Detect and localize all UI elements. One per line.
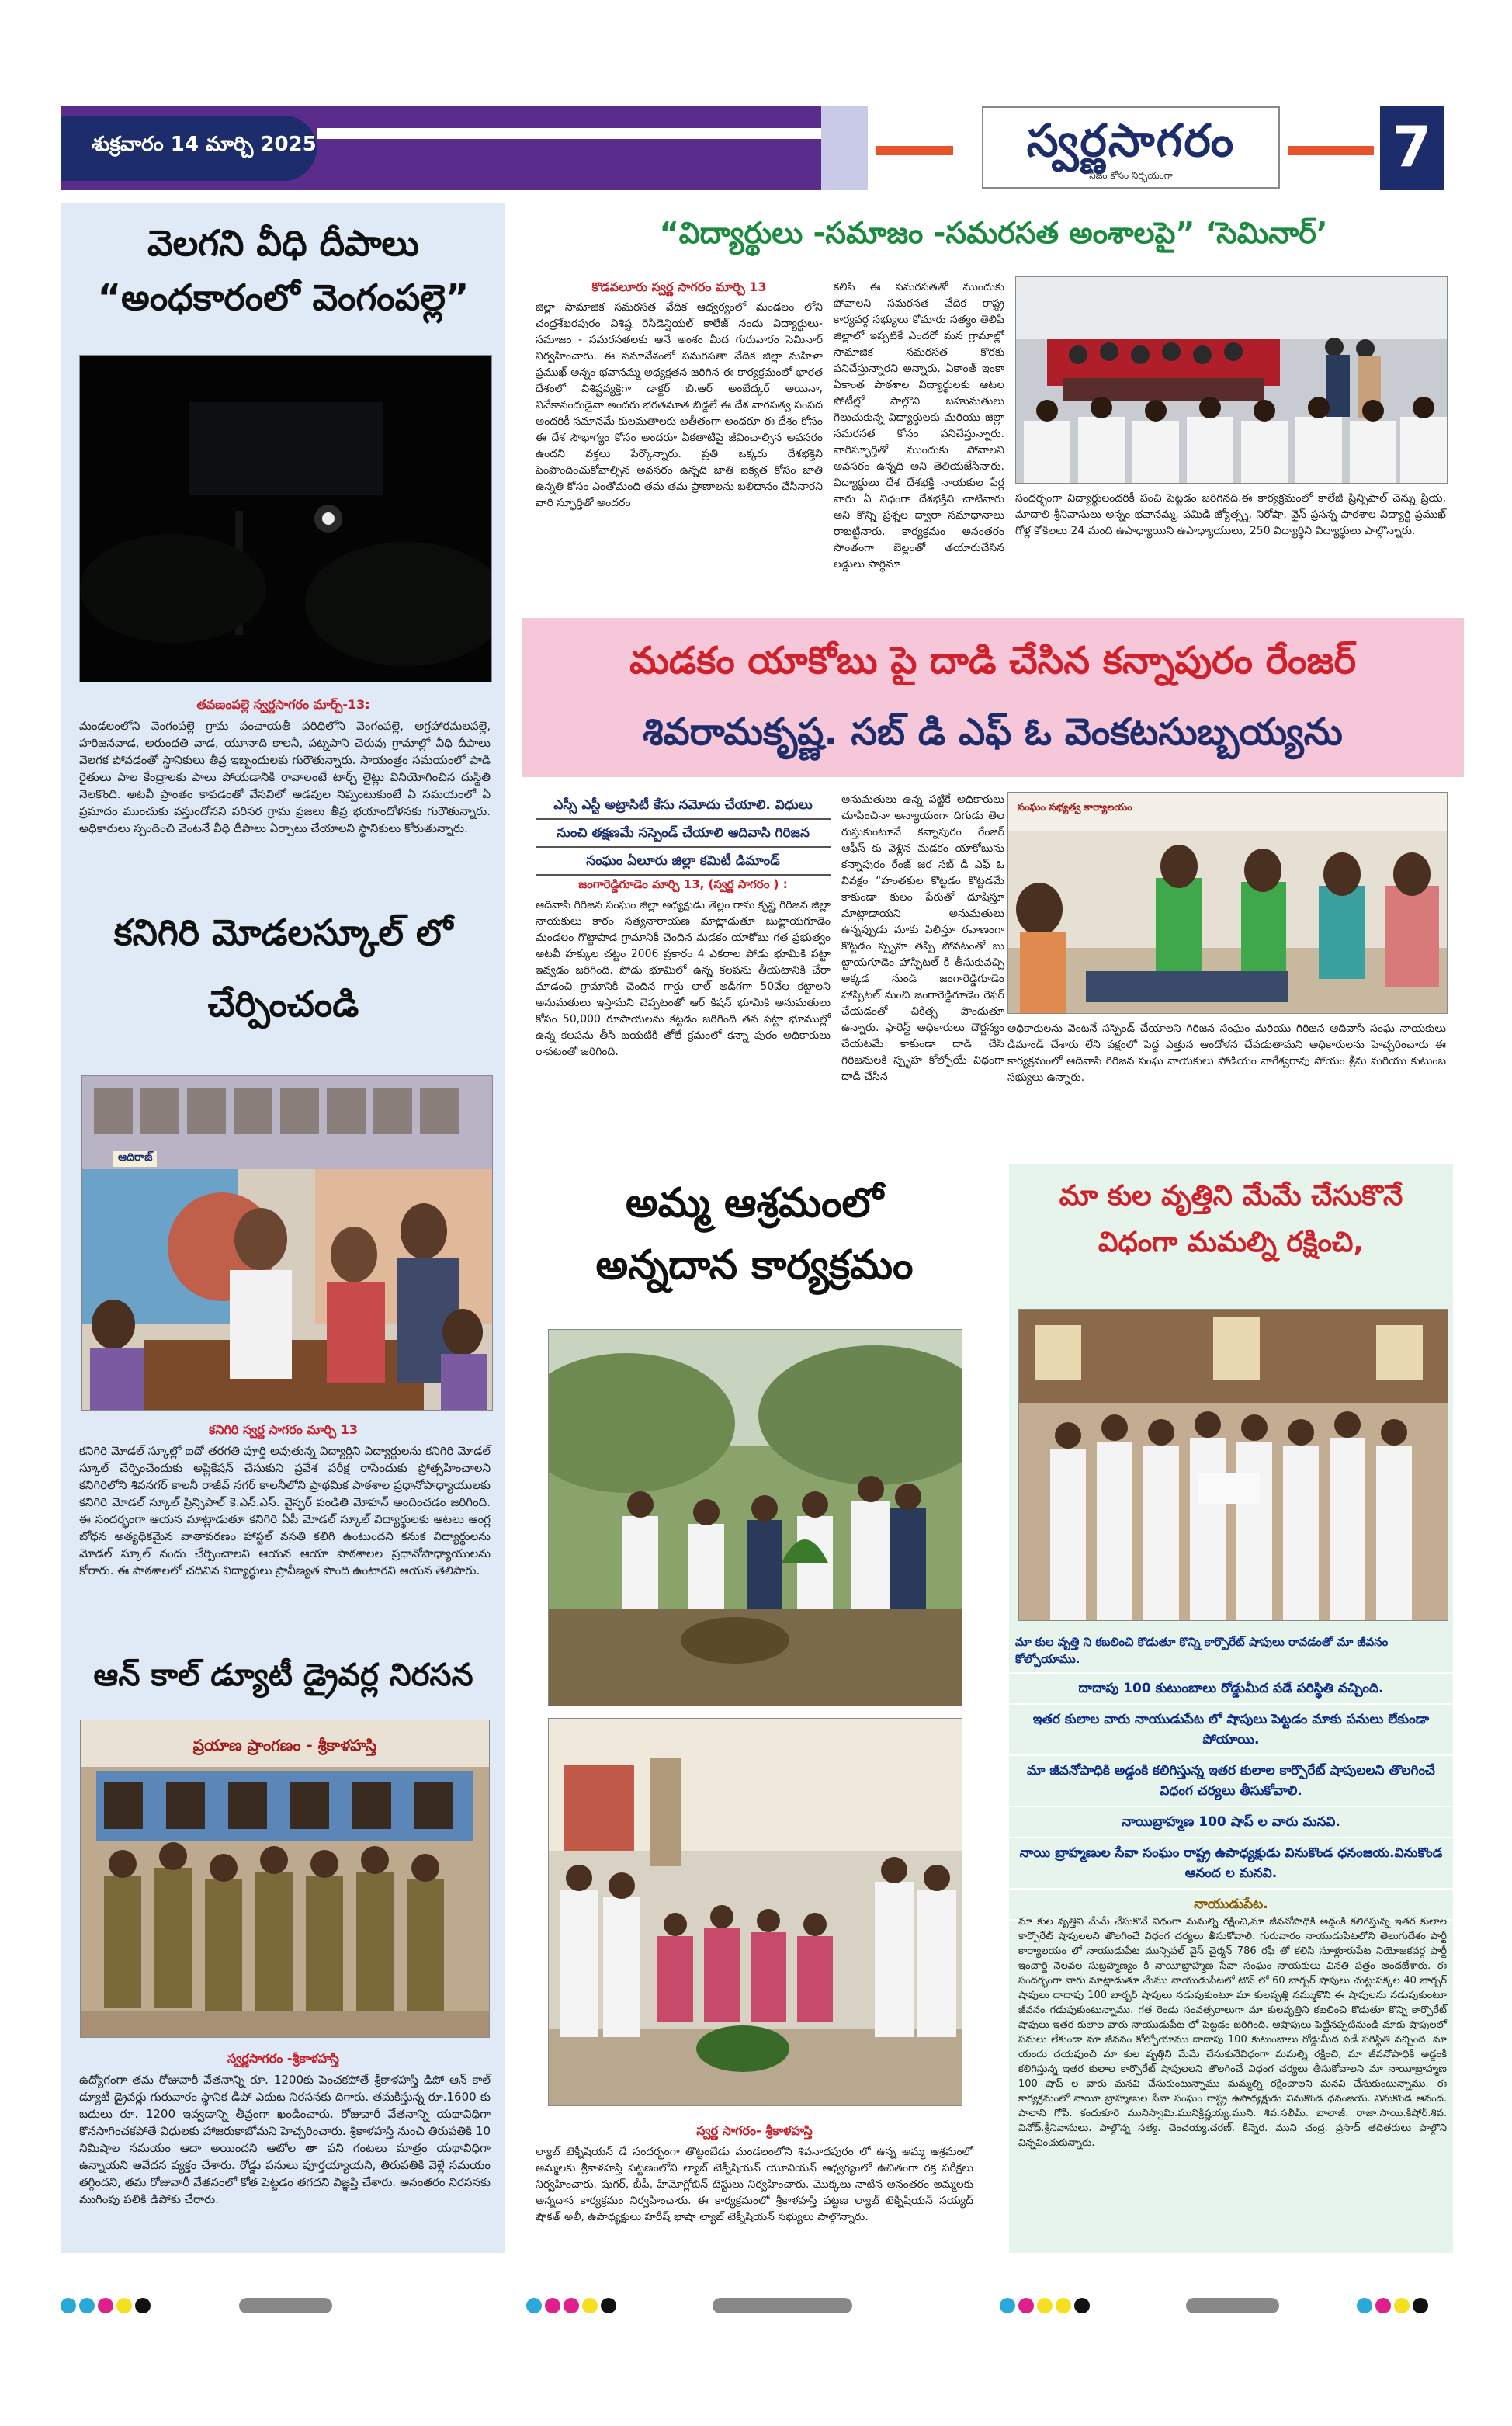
story2-dateline: కనిగిరి స్వర్ణ సాగరం మార్చి 13 <box>209 1422 358 1437</box>
school-handover-photo <box>82 1076 492 1410</box>
story1-headline-2: “అంధకారంలో వెంగంపల్లె” <box>97 276 470 318</box>
masthead-rule-left <box>876 146 953 155</box>
caste-photo <box>1018 1309 1448 1621</box>
page-number-box <box>1380 106 1444 190</box>
caste-bullet: దాదాపు 100 కుటుంబాలు రోడ్డుమీద పడే పరిస్థితి వచ్చింది. <box>1009 1674 1453 1705</box>
story2-body: కనిగిరి మోడల్ స్కూల్లో ఐదో తరగతి పూర్తి అవుతున్న విద్యార్థిని విద్యార్థులను కనిగిరి మోడల్ స్కూల్ చేర్పించేందుకు అప్లికేషన్ చేసుకుని ప్రవేశ పరీక్ష రాసేందుకు ప్రోత్సహించాలని కనిగిరిలోని శివనగర్ కాలనీ రాజీవ్ నగర్ కాలనీలోని ప్రాథమిక పాఠశాల ప్రధానోపాధ్యాయులకు కనిగిరి మోడల్ స్కూల్ ప్రిన్సిపాల్ కె.ఎన్.ఎస్. వైస్ఫర్ పండితి మోహన్ అందించడం జరిగింది. ఈ సందర్భంగా ఆయన మాట్లాడుతూ కనిగిరి ఏపీ మోడల్ స్కూల్ విద్యార్థులకు ఆటలు ఆంగ్ల బోధన అత్యధికమైన వాతావరణం హాస్టల్ వసతి కలిగి ఉంటుందని కనుక విద్యార్థులను మోడల్ స్కూల్ నందు చేర్పించాలని ఆయన ఆయా పాఠశాలల ప్రధానోపాధ్యాయులను కోరారు. ఈ పాఠశాలలో చదివిన విద్యార్థులు ప్రావీణ్యత పొంది ఉంటారని ఆయన తెలిపారు. <box>79 1444 491 1577</box>
attack-body-b: అనుమతులు ఉన్న పట్టికే అధికారులు చూపించినా అన్యాయంగా దిగుడు తెల రుస్తుకుంటూనే కన్నాపురం రేంజర్ ఆఫీస్ కు వెళ్లిన మడకం యాకోబును కన్నాపురం రేంజ్ జర సబ్ డి ఎఫ్ ఓ వివక్షం “హంతకుల కొట్టడం కొట్టడమే కాకుండా కులం పేరుతో దూషిస్తూ మాట్లాడాయని అనుమతులు ఉన్నప్పుడు మాకు పిలిస్తూ రవాణంగా కొట్టడం స్పృహ తప్పి పోవటంతో బు ట్టాయగూడెం హాస్పిటల్ కి తీసుకువచ్చి అక్కడ నుండి జంగారెడ్డిగూడెం హాస్పిటల్ నుంచి జంగారెడ్డిగూడెం రెఫర్ చేయడంతో చికిత్స పొందుతూ ఉన్నారు. ఫారెస్ట్ అధికారులు దౌర్జన్యం చేయటమే కాకుండా దాడి చేసి గిరిజనులకి స్పృహ కోల్పోయే విధంగా దాడి చేసిన <box>841 793 1004 1083</box>
ashram-group-photo <box>549 1719 962 2105</box>
caste-bullet: మా జీవనోపాధికి అడ్డంకి కలిగిస్తున్న ఇతర కులాల కార్పొరేట్ షాపులలని తొలగించే విధంగ చర్యలు తీసుకోవాలి. <box>1009 1756 1453 1807</box>
caste-bullet: ఇతర కులాల వారు నాయుడుపేట లో షాపులు పెట్టడం మాకు పనులు లేకుండా పోయాయి. <box>1009 1705 1453 1756</box>
paper-name: స్వర్ణసాగరం <box>1026 114 1236 167</box>
caste-headline-1: మా కుల వృత్తిని మేమే చేసుకొనే <box>1059 1180 1403 1212</box>
attack-photo <box>1007 792 1448 1014</box>
attack-subhead-3: సంఘం ఏలూరు జిల్లా కమిటీ డిమాండ్ <box>586 853 780 869</box>
story2-photo-label: ఆదిరాజ్ <box>113 1151 157 1167</box>
amma-body: ల్యాబ్ టెక్నీషియన్ డే సందర్భంగా తొట్టంబేడు మండలంలోని శివనాథపురం లో ఉన్న అమ్మ ఆశ్రమంలో అమ్మలకు శ్రీకాళహస్తి పట్టణంలోని ల్యాబ్ టెక్నీషియన్ యూనియన్ ఆధ్వర్యంలో ఉచితంగా రక్త పరీక్షలు నిర్వహించారు. షుగర్, బీపీ, హిమోగ్లోబిన్ టెస్టులు నిర్వహించారు. మొక్కలు నాటిన అనంతరం అమ్మలకు అన్నదాన కార్యక్రమం నిర్వహించారు. ఈ కార్యక్రమంలో శ్రీకాళహస్తి పట్టణ ల్యాబ్ టెక్నీషియన్ సయ్యద్ షౌకత్ అలీ, ఉపాధ్యక్షులు హరీష్ భాషా ల్యాబ్ టెక్నీషియన్ సభ్యులు పాల్గొన్నారు. <box>536 2146 973 2223</box>
story3-headline: ఆన్ కాల్ డ్యూటీ డ్రైవర్ల నిరసన <box>93 1657 473 1693</box>
caste-bullet: నాయుడుపేట. <box>1009 1890 1453 1921</box>
amma-headline-1: అమ్మ ఆశ్రమంలో <box>626 1180 883 1227</box>
seminar-body-b: కలిసి ఈ సమరసతతో ముందుకు పోవాలని సమరసత వేదిక రాష్ట్ర కార్యవర్గ సభ్యులు కోమారు సత్యం తెలిపి జిల్లాలో ఇప్పటికే ఎందరో మన గ్రామాల్లో సామాజిక సమరసత కొరకు పనిచేస్తున్నారని అన్నారు. ఏకాంత్ ఇంకా ఏకాంత పాఠశాల విద్యార్థులకు ఆటల పోటీల్లో పాల్గొని బహుమతులు గెలుచుకున్న విద్యార్థులకు మరియు జిల్లా సమరసత కోసం పనిచేస్తున్నారు. వారిస్ఫూర్తితో ముందుకు పోవాలని అవసరం ఉన్నది అని తెలియజేసినారు. విద్యార్థులు దేశ దేశభక్తి నాయకుల పేర్ల వారు ఏ విధంగా దేశభక్తిని చాటినారు అని కొన్ని ప్రశ్నల ద్వారా సమాధానాలు రాబట్టినారు. కార్యక్రమం అనంతరం సొంతంగా బెల్లంతో తయారుచేసిన లడ్డులు పార్థిమా <box>834 281 1004 571</box>
caste-bullet: మా కుల వృత్తి ని కబలించి కొడుతూ కొన్ని కార్పొరేట్ షాపులు రావడంతో మా జీవనం కోల్పోయాము. <box>1009 1629 1453 1674</box>
attack-photo-sign: సంఘం సభ్యత్వ కార్యాలయం <box>1018 802 1132 814</box>
story1-headline-1: వెలగని వీధి దీపాలు <box>147 222 420 264</box>
story2-headline-1: కనిగిరి మోడలస్కూల్ లో <box>113 911 453 953</box>
issue-date: శుక్రవారం 14 మార్చి 2025 <box>92 133 317 156</box>
seminar-body-a: జిల్లా సామాజిక సమరసత వేదిక ఆధ్వర్యంలో మండలం లోని చంద్రశేఖరపురం విశిష్ట రెసిడెన్షియల్ కాలేజ్ నందు విద్యార్థులు- సమాజం - సమరసతలకు ఆనే అంశం మీద గురువారం సెమినార్ నిర్వహించారు. ఈ సమావేశంలో సమరసతా వేదిక జిల్లా మహిళా ప్రముఖ్ అన్నం భవానమ్మ అధ్యక్షతన జరిగిన ఈ కార్యక్రమంలో భారత దేశంలో విశిష్టవ్యక్తిగా డాక్టర్ బి.ఆర్ అంబేద్కర్ అయినా, వివేకానందుడైనా అందరు భరతమాత బిడ్డలే ఈ దేశ వారసత్వ సంపద అందరికీ సమానమే కులమతాలకు అతీతంగా అందరూ ఈ దేశం కోసం ఈ దేశ సౌభాగ్యం కోసం అందరూ ఏకతాటిపై జీవించాల్సిన అవసరం ఉందని వక్తలు పేర్కొన్నారు. ప్రతి ఒక్కరు దేశభక్తిని పెంపొందించుకోవాల్సిన అవసరం ఉన్నది జాతి ఐక్యత కోసం జాతి ఉన్నతి కోసం ఎంతోమంది తమ తమ ప్రాణాలను బలిదానం చేసినారని వారి స్ఫూర్తితో అందరం <box>536 301 823 509</box>
caste-headline-2: విధంగా మమల్ని రక్షించి, <box>1098 1227 1365 1258</box>
attack-subhead-2: నుంచి తక్షణమే సస్పెండ్ చేయాలి ఆదివాసి గిరిజన <box>536 820 831 848</box>
masthead-logo <box>982 106 1280 189</box>
seminar-headline: “విద్యార్థులు -సమాజం -సమరసత అంశాలపై” ‘సెమినార్’ <box>659 216 1328 250</box>
story3-photo <box>80 1720 490 2038</box>
hospital-visit-photo <box>1008 793 1447 1013</box>
caste-bullet: నాయిబ్రాహ్మణ 100 షాప్ ల వారు మనవి. <box>1009 1807 1453 1838</box>
story3-dateline: స్వర్ణసాగరం -శ్రీకాళహస్తి <box>227 2051 339 2066</box>
amma-photo-2 <box>548 1718 962 2106</box>
attack-body-a: ఆదివాసి గిరిజన సంఘం జిల్లా అధ్యక్షుడు తెల్లం రామ కృష్ణ గిరిజన జిల్లా నాయకులు కారం సత్యనారాయణ మాట్లాడుతూ బుట్టాయగూడెం మండలం గొట్టాపాడ గ్రామానికి చెందిన మడకం యాకోబు గత ప్రభుత్వం అటవీ హక్కుల చట్టం 2006 ప్రకారం 4 ఎకరాల పోడు భూమికి పట్టా ఇవ్వడం జరిగింది. పోడు భూమిలో ఉన్న కలపను తీయటానికి చేరా మాడంచి గ్రామానికి చెందిన గార్డు లాల్ అడిగగా 50వేల కట్టాలని అనుమతులు ఇస్తామని చెప్పటంతో ఆర్ కిషన్ భూమికి అనుమతులు కోసం 50,000 రూపాయలను కట్టడం జరిగింది తన పట్టా భూముల్లో ఉన్న కలపను తీసి బయటికి తోలే క్రమంలో కన్నా పురం అధికారులు రావటంతో జరిగింది. <box>536 899 831 1058</box>
night-village-photo <box>80 356 491 682</box>
page-number: 7 <box>1392 114 1432 179</box>
masthead-rule-right <box>1288 146 1374 155</box>
story1-photo <box>79 355 492 682</box>
attack-dateline: జంగారెడ్డిగూడెం మార్చి 13, (స్వర్ణ సాగరం ) : <box>578 877 788 891</box>
story1-body: మండలంలోని వెంగంపల్లె గ్రామ పంచాయతీ పరిధిలోని వెంగంపల్లె, అగ్రహారమలపల్లె, హరిజనవాడ, అరుంధతి వాడ, యూనాది కాలనీ, పట్నపాని చెరువు గ్రామాల్లో వీధి దీపాలు వెలగక పోవడంతో స్థానికులు తీవ్ర ఇబ్బందులకు గురౌతున్నారు. సాయంత్రం సమయంలో పాడి రైతులు పాల కేంద్రాలకు పాలు పోయడానికి రావాలంటే టార్చ్ లైట్లు వినియోగించిన దుస్థితి నెలకొంది. అటవీ ప్రాంతం కావడంతో వేసవిలో అడవుల నిప్పంటుకుంటే ఏ సమయంలో ఏ ప్రమాదం ముంచుకు వస్తుందోనని పరిసర గ్రామ ప్రజలు తీవ్ర భయాందోళనకు గురౌతున్నారు. అధికారులు స్పందించి వెంటనే వీధి దీపాలు ఏర్పాటు చేయాలని స్థానికులు కోరుతున్నారు. <box>79 719 491 835</box>
seminar-hall-photo <box>1016 277 1447 483</box>
seminar-dateline: కొడవలూరు స్వర్ణ సాగరం మార్చి 13 <box>591 279 767 294</box>
attack-headline-2: శివరామకృష్ణ. సబ్ డి ఎఫ్ ఓ వెంకటసుబ్బయ్యను <box>643 710 1343 754</box>
bus-stand-protest-photo <box>81 1720 489 2037</box>
bus-stand-sign: ప్రయాణ ప్రాంగణం - శ్రీకాళహస్తి <box>192 1736 377 1754</box>
story2-headline-2: చేర్పించండి <box>207 983 359 1025</box>
attack-body-c: అధికారులను వెంటనే సస్పెండ్ చేయాలని గిరిజన సంఘం మరియు గిరిజన ఆదివాసి సంఘ నాయకులు డిమాండ్ చేశారు లేని పక్షంలో పెద్ద ఎత్తున ఆందోళన చేపడుతామని అధికారులను హెచ్చరించారు ఈ కార్యక్రమంలో ఆదివాసి గిరిజన సంఘ నాయకులు పోడియం నాగేశ్వరావు సోయం శ్రీను మరియు కుటుంబ సభ్యులు ఉన్నారు. <box>1007 1022 1446 1084</box>
attack-headline-1: మడకం యాకోబు పై దాడి చేసిన కన్నాపురం రేంజర్ <box>629 639 1357 682</box>
attack-subhead <box>536 792 831 876</box>
seminar-photo <box>1015 276 1448 484</box>
registration-marks <box>61 2298 1458 2329</box>
story2-photo <box>81 1075 493 1411</box>
amma-dateline: స్వర్ణ సాగరం- శ్రీకాళహస్తి <box>696 2123 813 2138</box>
seminar-body-c: సందర్భంగా విద్యార్థులందరికీ పంచి పెట్టడం జరిగినది.ఈ కార్యక్రమంలో కాలేజీ ప్రిన్సిపాల్ చెన్ను ప్రియ, మాదాలి శ్రీనివాసులు అన్నం భవానమ్మ, పమిడి జ్యోత్స్న, నిరోషా, వైస్ ప్రసన్న పాఠశాల విద్యార్థి ప్రముఖ్ గోళ్ల కోకిలలు 24 మంది ఉపాధ్యాయిని ఉపాధ్యాయులు, 250 విద్యార్థిని విద్యార్థులు పాల్గొన్నారు. <box>1015 492 1446 537</box>
paper-tagline: నిజం కోసం నిర్భయంగా <box>1089 170 1173 181</box>
story3-body: ఉద్యోగంగా తమ రోజువారీ వేతనాన్ని రూ. 1200కు పెంచకపోతే శ్రీకాళహస్తి డిపో ఆన్ కాల్ డ్యూటీ డ్రైవర్లు గురువారం స్థానిక డిపో ఎదుట నిరసనకు దిగారు. తమకిస్తున్న రూ.1600 కు బదులు రూ. 1200 ఇవ్వడాన్ని తీవ్రంగా ఖండించారు. రోజువారీ వేతనాన్ని యథావిధిగా కొనసాగించకపోతే విధులకు హాజరుకాబోమని హెచ్చరించారు. శ్రీకాళహస్తి నుంచి తిరుపతికి 10 నిమిషాల సమయం ఆదా అయిందని ఆటోల తా పని గంటలు మాత్రం యథావిధిగా ఉన్నాయని ఆవేదన వ్యక్తం చేశారు. రోడ్డు పనులు పూర్తయ్యాయని, తిరుపతికి వెళ్లే సమయం తగ్గిందని, తమ రోజువారీ వేతనంలో కోత పెట్టడం తగదని విజ్ఞప్తి చేశారు. అనంతరం నిరసనకు ముగింపు పలికి డిపోకు చేరారు. <box>79 2073 491 2206</box>
story1-dateline: తవణంపల్లె స్వర్ణసాగరం మార్చ్-13: <box>196 697 370 712</box>
amma-photo-1 <box>548 1329 962 1706</box>
caste-bullet: నాయి బ్రాహ్మణుల సేవా సంఘం రాష్ట్ర ఉపాధ్యక్షుడు వినుకొండ ధనంజయ.వినుకొండ ఆనంద ల మనవి. <box>1009 1838 1453 1890</box>
date-bar <box>61 106 868 190</box>
attack-subhead-1: ఎస్సీ ఎస్టీ అట్రాసిటీ కేసు నమోదు చేయాలి. విధులు <box>536 792 831 820</box>
caste-body: మా కుల వృత్తిని మేమే చేసుకొనే విధంగా మమల్ని రక్షించి,మా జీవనోపాధికి అడ్డంకి కలిగిస్తున్న ఇతర కులాల కార్పొరేట్ షాపులలని తొలగించే విధంగ చర్యలు తీసుకోవాలి. గురువారం నాయుడుపేటలోని తెలుగుదేశం పార్టీ కార్యాలయం లో నాయుడుపేట మున్సిపల్ వైస్ చైర్మన్ 786 రఫీ తో కలిసి సూళ్లూరుపేట నియోజకవర్గ పార్టీ ఇంచార్జి నెలవల సుబ్రహ్మణ్యం కి నాయీబ్రాహ్మణ సేవా సంఘం నాయకులు వినతి పత్రం అందజేశారు. ఈ సందర్భంగా వారు మాట్లాడుతూ మేము నాయుడుపేటలో టౌన్ లో 60 బార్బర్ షాపులు చుట్టుపక్కల 40 బార్బర్ షాపులు దాదాపు 100 బార్బర్ షాపులు నడుపుకుంటూ మా కులవృత్తి నమ్ముకొని ఈ షాపులను నడుపుకుంటూ జీవనం గడుపుకుంటున్నాము. గత రెండు సంవత్సరాలుగా మా కులవృత్తిని కబలించి కొడుతూ కొన్ని కార్పొరేట్ షాపులు ఇతర కులాల వారు నాయుడుపేట లో పెట్టడం జరిగింది. ఆషాపులు పెట్టినప్పటినుండి మాకు షాపులలో పనులు లేకుండా మా జీవనం కోల్పోయాము దాదాపు 100 కుటుంబాలు రోడ్డుమీద పడే పరిస్థితి వచ్చింది. మా యందు దయవుంచి మా కుల వృత్తిని మేమే చేసుకునేవిధంగా మమల్ని రక్షించి, మా జీవనోపాధికి అడ్డంకి కలిగిస్తున్న ఇతర కులాల కార్పొరేట్ షాపులలని తొలగించే విధంగ చర్యలు తీసుకోవాలని మా నాయీబ్రాహ్మణ 100 షాప్ ల వారు మనవి చేసుకుంటున్నాము మమ్మల్ని రక్షించాలని మనవి చేసుకుంటున్నాము. ఈ కార్యక్రమంలో నాయీ బ్రాహ్మణుల సేవా సంఘం రాష్ట్ర ఉపాధ్యక్షుడు వినుకొండ ధనంజయ. వినుకొండ ఆనంద. పాలాని గోపి. కందుకూరి మునిస్వామి.మునిక్రిష్ణయ్య.ముని. శివ.సలీమ్. బాలాజీ. రాజా.సాయి.కిషోర్.శివ. వినోద్.శ్రీనివాసులు. పాల్గొన్న సత్య. చెంచయ్య.చరణ్. కిన్నెర. ముని చంద్ర. ప్రసాద్ తదితరులు పాల్గొని విన్నవించుకున్నారు. <box>1018 1916 1447 2149</box>
tree-planting-photo <box>549 1330 962 1706</box>
caste-bullets <box>1009 1629 1453 1921</box>
petition-group-photo <box>1019 1310 1448 1620</box>
amma-headline-2: అన్నదాన కార్యక్రమం <box>595 1242 914 1289</box>
